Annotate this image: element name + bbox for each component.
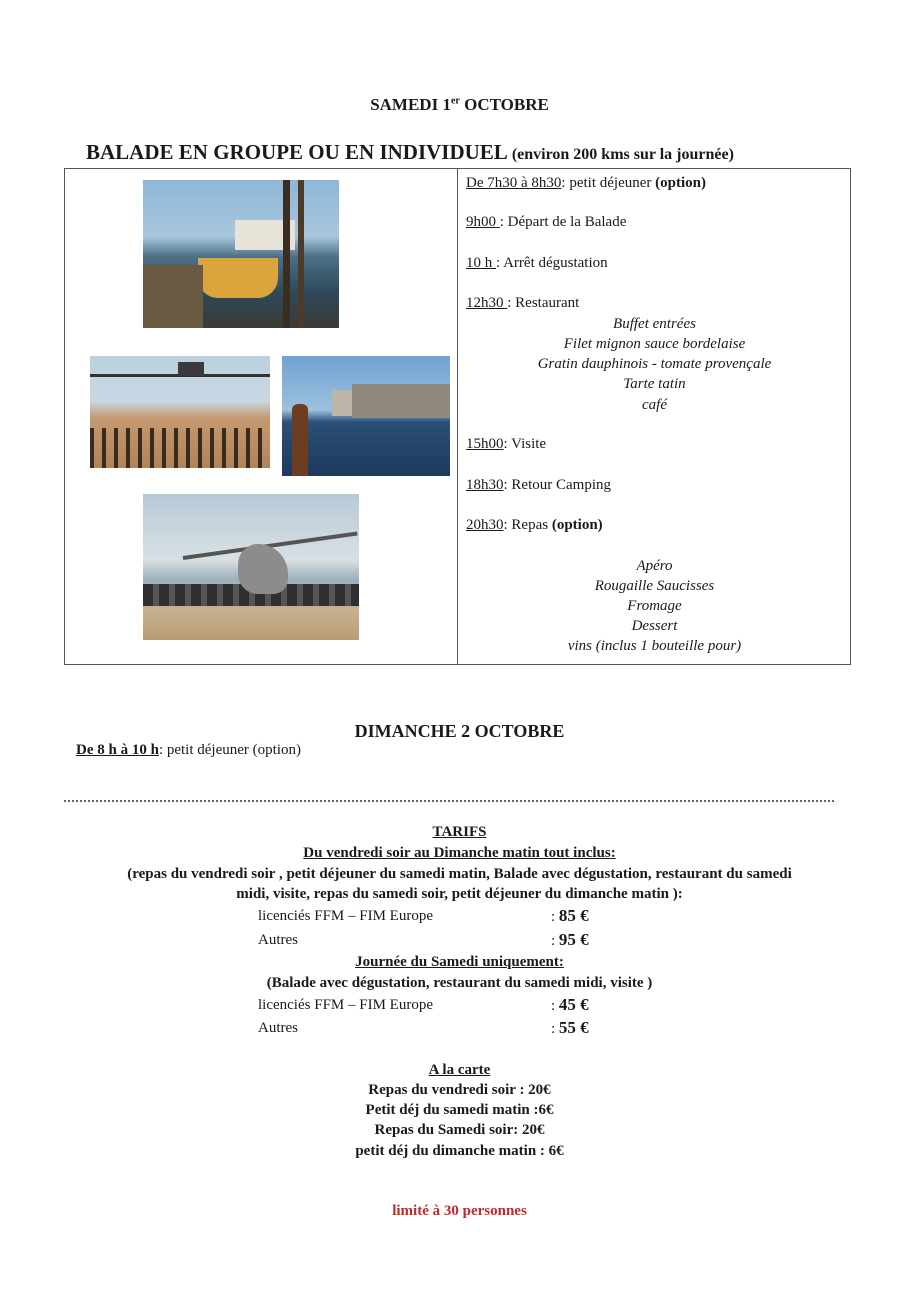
lunch-menu-item: Gratin dauphinois - tomate provençale [537,356,772,372]
schedule-item: 15h00: Visite [466,436,547,452]
saturday-title: SAMEDI 1er OCTOBRE [370,95,549,114]
price-value: : 45 € [551,995,589,1014]
schedule-item: 10 h : Arrêt dégustation [466,255,608,271]
dinner-menu-item: Rougaille Saucisses [594,578,715,594]
price-label: Autres [258,932,298,948]
full-package-description: midi, visite, repas du samedi soir, petit déjeuner du dimanche matin ): [236,886,683,902]
harbour-photo [143,180,339,328]
seafront-photo [282,356,450,476]
ride-title [86,140,734,165]
schedule-item: 9h00 : Départ de la Balade [466,214,627,230]
price-label: licenciés FFM – FIM Europe [258,997,433,1013]
dinner-menu-item: Fromage [627,598,682,614]
sunday-breakfast: De 8 h à 10 h: petit déjeuner (option) [76,742,301,758]
price-value: : 55 € [551,1018,589,1037]
full-package-description: (repas du vendredi soir , petit déjeuner du samedi matin, Balade avec dégustation, restaurant du samedi [127,866,792,882]
schedule-item: De 7h30 à 8h30: petit déjeuner (option) [466,175,706,191]
schedule-item: 18h30: Retour Camping [466,477,611,493]
price-value: : 85 € [551,906,589,925]
day-package-description: (Balade avec dégustation, restaurant du samedi midi, visite ) [266,975,653,991]
day-package-title: Journée du Samedi uniquement: [355,954,564,970]
dotted-separator [64,800,834,802]
fishing-huts-photo [90,356,270,468]
lunch-menu-item: Buffet entrées [613,316,696,332]
dinner-menu-item: vins (inclus 1 bouteille pour) [567,638,742,654]
bridge-wreck-photo [143,494,359,640]
price-value: : 95 € [551,930,589,949]
schedule-item: 20h30: Repas (option) [466,517,603,533]
schedule-item: 12h30 : Restaurant [466,295,580,311]
a-la-carte-item: petit déj du dimanche matin : 6€ [355,1143,564,1159]
lunch-menu-item: Filet mignon sauce bordelaise [563,336,746,352]
lunch-menu-item: Tarte tatin [623,376,686,392]
a-la-carte-item: Petit déj du samedi matin :6€ [365,1102,554,1118]
ride-title-distance: (environ 200 kms sur la journée) [511,146,734,163]
tarifs-heading: TARIFS [432,824,487,840]
a-la-carte-item: Repas du vendredi soir : 20€ [368,1082,551,1098]
sunday-title: DIMANCHE 2 OCTOBRE [354,721,565,741]
a-la-carte-title: A la carte [428,1062,491,1078]
dinner-menu-item: Dessert [631,618,678,634]
a-la-carte-item: Repas du Samedi soir: 20€ [374,1122,545,1138]
dinner-menu-item: Apéro [636,558,673,574]
full-package-title: Du vendredi soir au Dimanche matin tout inclus: [303,845,616,861]
ride-title-main: BALADE EN GROUPE OU EN INDIVIDUEL [86,140,508,164]
price-label: licenciés FFM – FIM Europe [258,908,433,924]
capacity-limit-note: limité à 30 personnes [392,1203,527,1219]
price-label: Autres [258,1020,298,1036]
lunch-menu-item: café [642,397,667,413]
